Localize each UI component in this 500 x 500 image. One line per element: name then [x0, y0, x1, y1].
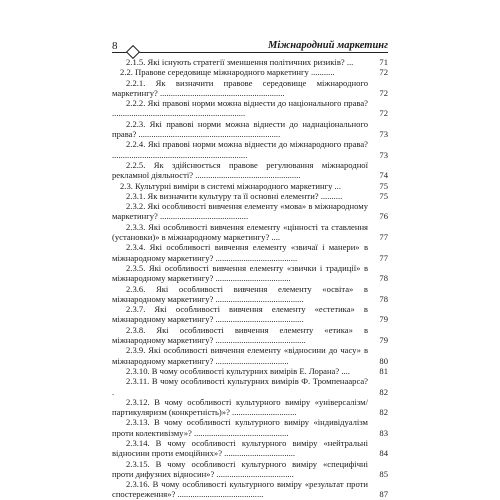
toc-entry	[112, 119, 388, 140]
toc-entry-text: 2.3.12. В чому особливості культурного виміру «універсалізм/ партикуляризм (конкретність)»? ..............................	[112, 396, 368, 418]
toc-entry-page: 87	[379, 489, 388, 500]
toc-entry	[112, 181, 388, 191]
toc-entry-page: 72	[379, 108, 388, 119]
toc-entry	[112, 191, 388, 201]
toc-entry-page: 79	[379, 314, 388, 325]
toc-entry-text: 2.3.7. Які особливості вивчення елементу «естетика» в міжнародному маркетингу? .........................................	[112, 304, 368, 325]
toc-entry	[112, 160, 388, 181]
toc-entry-text: 2.3. Культурні виміри в системі міжнародного маркетингу ...	[120, 180, 341, 191]
toc-entry-page: 84	[379, 448, 388, 459]
toc-entry-page: 79	[379, 335, 388, 346]
toc-entry	[112, 263, 388, 284]
toc-entry-page: 71	[379, 57, 388, 67]
toc-entry	[112, 98, 388, 119]
toc-entry-text: 2.3.11. В чому особливості культурних вимірів Ф. Тромпенаарса? .	[112, 376, 368, 397]
toc-entry-text: 2.3.16. В чому особливості культурного виміру «результат проти спостереження»? ........................................	[112, 479, 368, 500]
page-number: 8	[112, 40, 118, 52]
toc-entry-text: 2.3.13. В чому особливості культурного виміру «індивідуалізм проти колективізму»? ............................................	[112, 417, 368, 438]
toc-entry-text: 2.3.5. Які особливості вивчення елементу «звички і традиції» в міжнародному маркетингу? ...................................	[112, 262, 368, 284]
toc-entry	[112, 139, 388, 160]
toc-entry-text: 2.3.9. Які особливості вивчення елементу «відносини до часу» в міжнародному маркетингу? ..................................	[112, 345, 368, 366]
toc-entry	[112, 366, 388, 376]
toc-entry	[112, 376, 388, 397]
table-of-contents	[112, 57, 388, 500]
toc-entry-page: 78	[379, 293, 388, 304]
toc-entry-page: 81	[379, 365, 388, 376]
toc-entry-page: 74	[379, 170, 388, 181]
toc-entry	[112, 304, 388, 325]
toc-entry-text: 2.3.3. Які особливості вивчення елементу «цінності та ставлення (установки)» в міжнародному маркетингу? ....	[112, 221, 368, 243]
toc-entry-text: 2.2.3. Які правові норми можна віднести до наднаціонального права? ..................................................................	[112, 118, 368, 140]
toc-entry	[112, 417, 388, 438]
toc-entry-page: 82	[379, 407, 388, 418]
toc-entry-page: 72	[379, 67, 388, 78]
running-title: Міжнародний маркетинг	[268, 40, 388, 51]
toc-entry	[112, 222, 388, 243]
toc-entry-page: 83	[379, 427, 388, 438]
toc-entry-page: 77	[379, 232, 388, 243]
toc-entry-text: 2.3.10. В чому особливості культурних вимірів Е. Лорана? ....	[126, 365, 350, 376]
toc-entry	[112, 201, 388, 222]
toc-entry-text: 2.2.2. Які правові норми можна віднести до національного права? ..............................................................	[112, 98, 368, 119]
toc-entry-text: 2.1.5. Які існують стратегії зменшення політичних ризиків? ...	[126, 57, 354, 67]
toc-entry-page: 76	[379, 211, 388, 222]
toc-entry-text: 2.3.6. Які особливості вивчення елементу «освіта» в міжнародному маркетингу? .........................................	[112, 283, 368, 304]
toc-entry-page: 80	[379, 355, 388, 366]
toc-entry-text: 2.2.1. Як визначити правове середовище міжнародного маркетингу? ..........................................................	[112, 77, 368, 98]
toc-entry-text: 2.2.4. Які правові норми можна віднести до міжнародного права? ...............................................................	[112, 139, 368, 160]
toc-entry-page: 75	[379, 180, 388, 191]
toc-entry	[112, 78, 388, 99]
toc-entry	[112, 242, 388, 263]
toc-entry-page: 73	[379, 129, 388, 140]
toc-entry-page: 73	[379, 149, 388, 160]
toc-entry-text: 2.2.5. Як здійснюється правове регулювання міжнародної рекламної діяльності? .................................................	[112, 159, 368, 181]
toc-entry-page: 78	[379, 273, 388, 284]
toc-entry-page: 85	[379, 468, 388, 479]
toc-entry-page: 82	[379, 386, 388, 397]
toc-entry	[112, 397, 388, 418]
toc-entry	[112, 325, 388, 346]
toc-entry	[112, 479, 388, 500]
toc-entry	[112, 345, 388, 366]
toc-entry-text: 2.3.2. Які особливості вивчення елементу «мова» в міжнародному маркетингу? .........................................	[112, 201, 368, 222]
toc-entry-text: 2.3.14. В чому особливості культурного виміру «нейтральні відносини проти емоційних»? .................................	[112, 437, 368, 459]
toc-entry-page: 72	[379, 87, 388, 98]
toc-entry	[112, 438, 388, 459]
toc-entry	[112, 459, 388, 480]
toc-entry-text: 2.3.1. Як визначити культуру та її основні елементи? ..........	[126, 190, 343, 201]
toc-entry-text: 2.3.15. В чому особливості культурного виміру «специфічні проти дифузних відносин»? ....................................	[112, 458, 368, 479]
toc-entry-text: 2.3.8. Які особливості вивчення елементу «етика» в міжнародному маркетингу? ..........................................	[112, 324, 368, 346]
toc-entry-page: 75	[379, 190, 388, 201]
toc-entry	[112, 57, 388, 67]
toc-entry-text: 2.2. Правове середовище міжнародного маркетингу ...........	[120, 67, 335, 78]
toc-entry-page: 77	[379, 252, 388, 263]
toc-entry	[112, 284, 388, 305]
toc-entry-text: 2.3.4. Які особливості вивчення елементу «звичаї і манери» в міжнародному маркетингу? ......................................	[112, 242, 368, 263]
header-rule	[112, 52, 388, 53]
toc-entry	[112, 67, 388, 77]
